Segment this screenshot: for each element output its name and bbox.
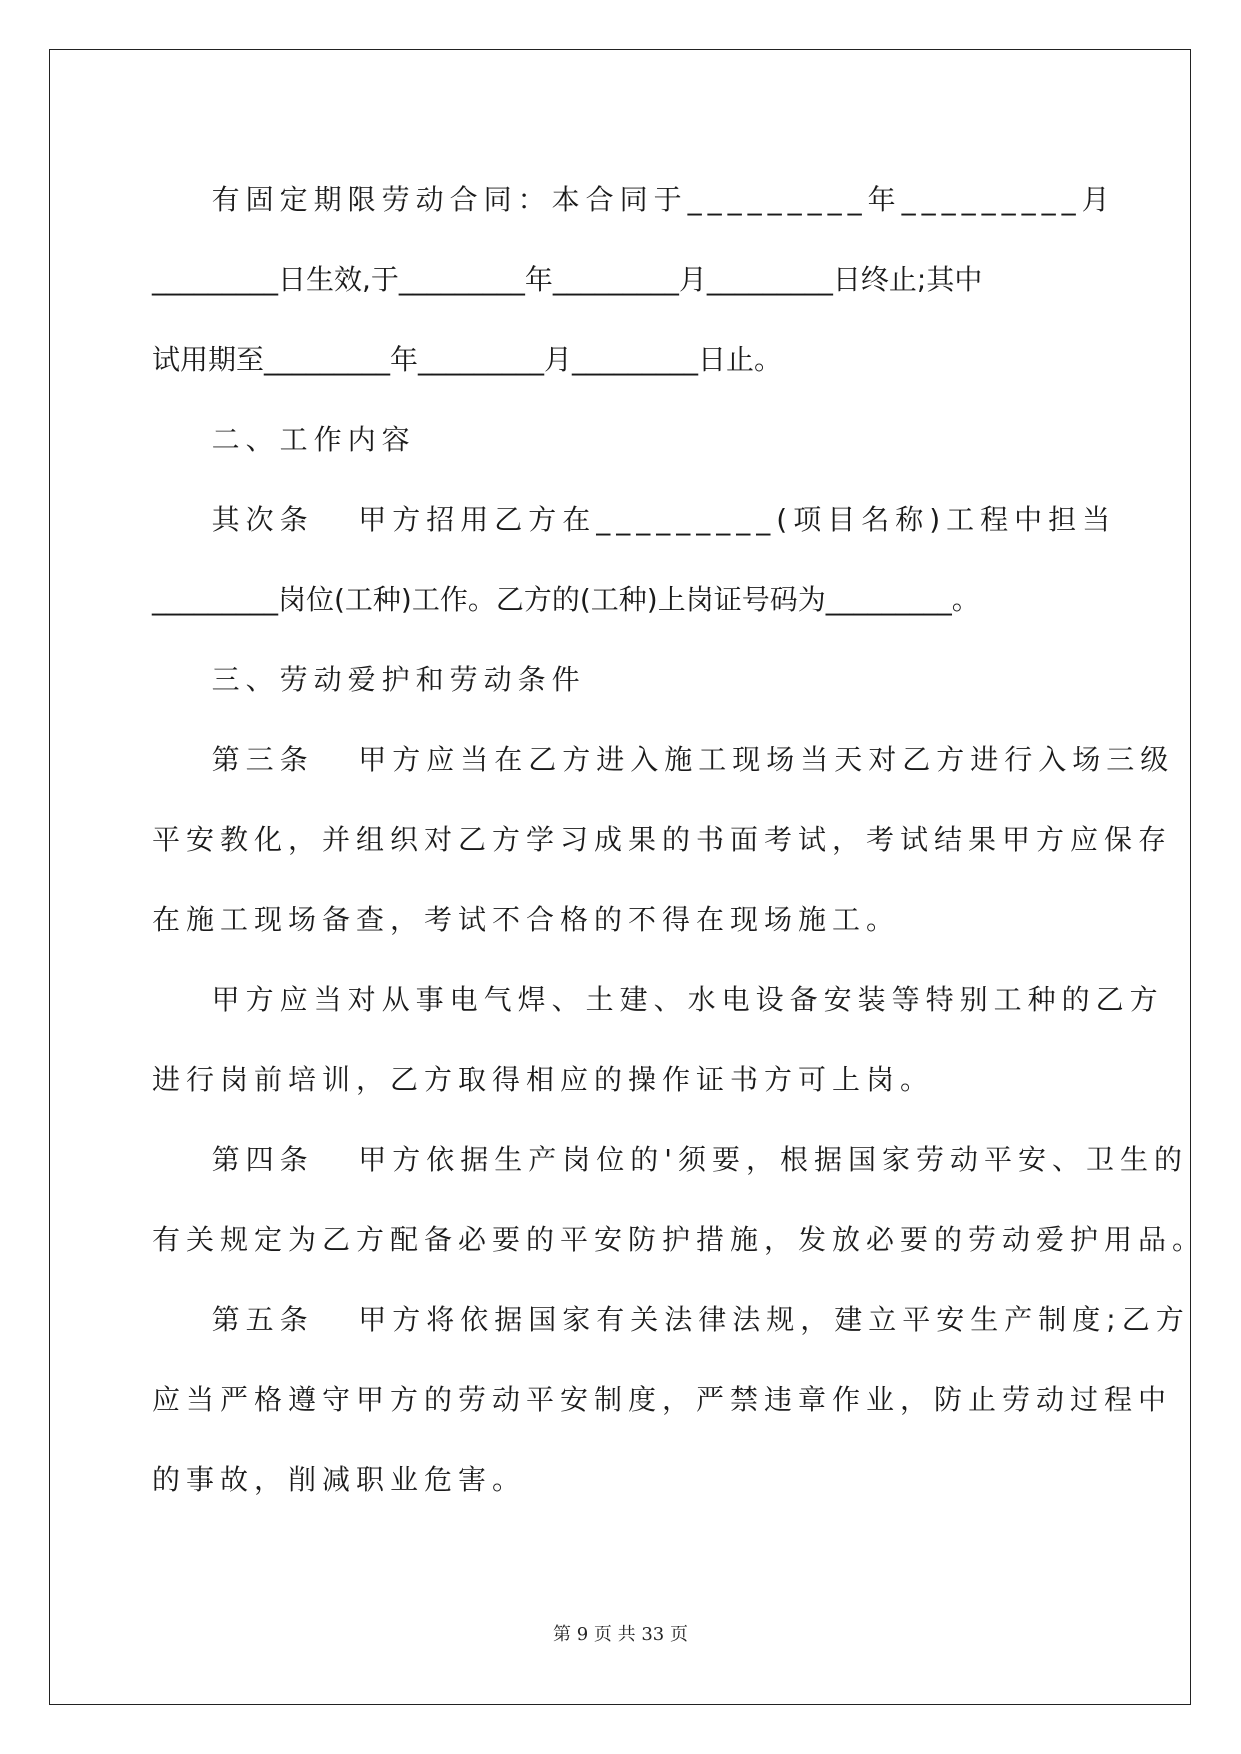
section-heading: 三、劳动爱护和劳动条件 (152, 663, 586, 696)
paragraph-line: 第五条 甲方将依据国家有关法律法规，建立平安生产制度;乙方 (152, 1303, 1190, 1336)
paragraph-line: 进行岗前培训，乙方取得相应的操作证书方可上岗。 (152, 1063, 935, 1096)
paragraph-line: 有关规定为乙方配备必要的平安防护措施，发放必要的劳动爱护用品。 (152, 1223, 1207, 1256)
paragraph-line: 第三条 甲方应当在乙方进入施工现场当天对乙方进行入场三级 (152, 743, 1175, 776)
paragraph-line: 平安教化，并组织对乙方学习成果的书面考试，考试结果甲方应保存 (152, 823, 1173, 856)
paragraph-line: 应当严格遵守甲方的劳动平安制度，严禁违章作业，防止劳动过程中 (152, 1383, 1173, 1416)
paragraph-line: 的事故，削减职业危害。 (152, 1463, 527, 1496)
page-number-footer: 第 9 页 共 33 页 (553, 1624, 688, 1645)
paragraph-line: _________日生效,于_________年_________月_________日终止;其中 (152, 263, 983, 296)
section-heading: 二、工作内容 (152, 423, 416, 456)
document-body (152, 160, 1207, 1520)
paragraph-line: 第四条 甲方依据生产岗位的'须要，根据国家劳动平安、卫生的 (152, 1143, 1189, 1176)
paragraph-line: _________岗位(工种)工作。乙方的(工种)上岗证号码为_________。 (152, 583, 980, 616)
paragraph-line: 有固定期限劳动合同：本合同于_________年_________月 (152, 183, 1116, 216)
paragraph-line: 试用期至_________年_________月_________日止。 (152, 343, 783, 376)
paragraph-line: 在施工现场备查，考试不合格的不得在现场施工。 (152, 903, 901, 936)
paragraph-line: 其次条 甲方招用乙方在_________(项目名称)工程中担当 (152, 503, 1117, 536)
paragraph-line: 甲方应当对从事电气焊、土建、水电设备安装等特别工种的乙方 (152, 983, 1164, 1016)
